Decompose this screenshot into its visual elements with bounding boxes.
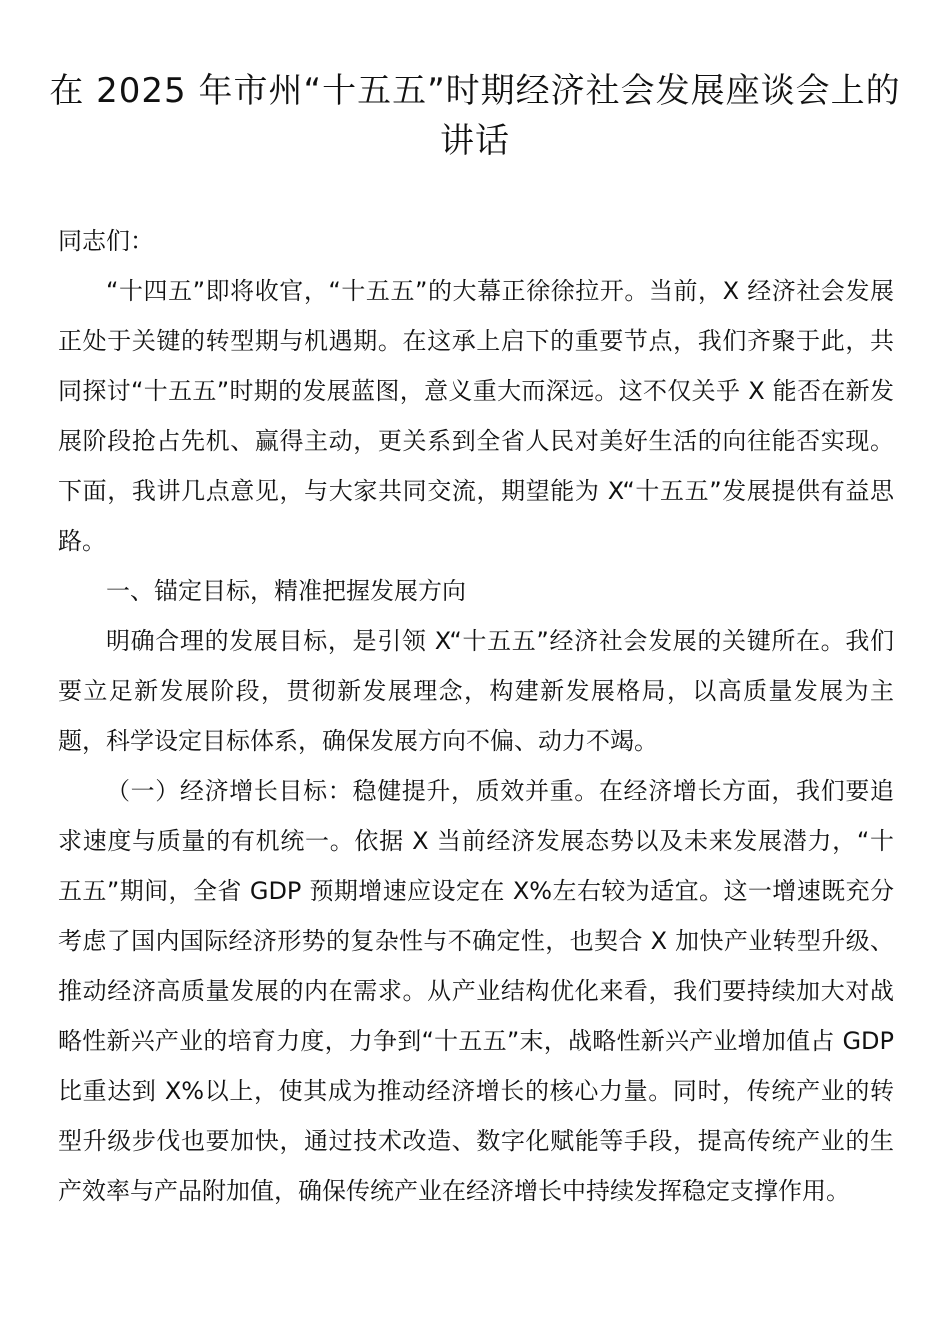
paragraph-subsection-1: （一）经济增长目标：稳健提升，质效并重。在经济增长方面，我们要追求速度与质量的有机统一。依据 X 当前经济发展态势以及未来发展潜力，“十五五”期间，全省 GDP 预期增速应设定在 X%左右较为适宜。这一增速既充分考虑了国内国际经济形势的复杂性与不确定性，也契合 X 加快产业转型升级、推动经济高质量发展的内在需求。从产业结构优化来看，我们要持续加大对战略性新兴产业的培育力度，力争到“十五五”末，战略性新兴产业增加值占 GDP 比重达到 X%以上，使其成为推动经济增长的核心力量。同时，传统产业的转型升级步伐也要加快，通过技术改造、数字化赋能等手段，提高传统产业的生产效率与产品附加值，确保传统产业在经济增长中持续发挥稳定支撑作用。 — [58, 777, 894, 1205]
paragraph-section-1: 明确合理的发展目标，是引领 X“十五五”经济社会发展的关键所在。我们要立足新发展阶段，贯彻新发展理念，构建新发展格局，以高质量发展为主题，科学设定目标体系，确保发展方向不偏、动力不竭。 — [58, 627, 894, 755]
document-body — [58, 216, 894, 1216]
salutation: 同志们： — [58, 227, 154, 255]
paragraph-intro: “十四五”即将收官，“十五五”的大幕正徐徐拉开。当前，X 经济社会发展正处于关键的转型期与机遇期。在这承上启下的重要节点，我们齐聚于此，共同探讨“十五五”时期的发展蓝图，意义重大而深远。这不仅关乎 X 能否在新发展阶段抢占先机、赢得主动，更关系到全省人民对美好生活的向往能否实现。下面，我讲几点意见，与大家共同交流，期望能为 X“十五五”发展提供有益思路。 — [58, 277, 894, 555]
document-title: 在 2025 年市州“十五五”时期经济社会发展座谈会上的讲话 — [49, 71, 901, 161]
section-heading-1: 一、锚定目标，精准把握发展方向 — [106, 577, 466, 605]
